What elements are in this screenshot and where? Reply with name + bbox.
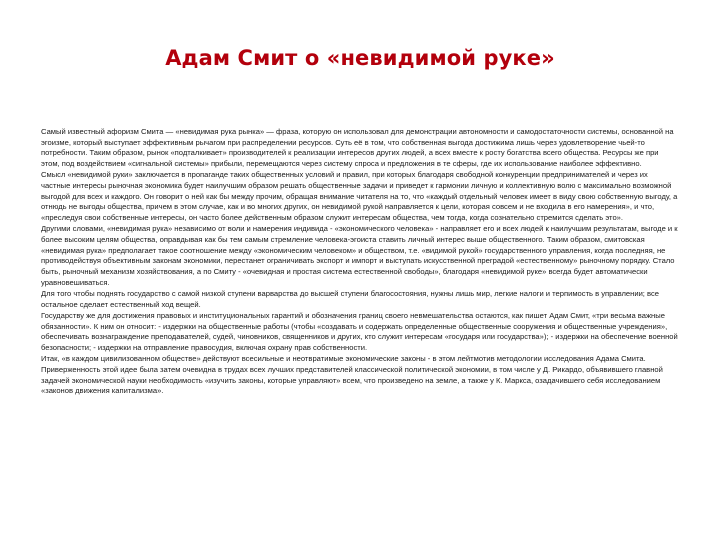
paragraph-1: Самый известный афоризм Смита — «невидимая рука рынка» — фраза, которую он использовал для демонстрации автономности и самодостаточности системы, основанной на эгоизме, который выступает эффективным рычагом при распределении ресурсов. Суть её в том, что собственная выгода достижима лишь через удовлетворение чьей-то потребности. Таким образом, рынок «подталкивает» производителей к реализации интересов других людей, а всех вместе к росту богатства всего общества. Ресурсы же при этом, под воздействием «сигнальной системы» прибыли, перемещаются через систему спроса и предложения в те сферы, где их использование наиболее эффективно. [41, 127, 674, 169]
paragraph-4: Для того чтобы поднять государство с самой низкой ступени варварства до высшей ступени благосостояния, нужны лишь мир, легкие налоги и терпимость в управлении; все остальное сделает естественный ход вещей. [41, 289, 659, 309]
slide-title: Адам Смит о «невидимой руке» [165, 46, 555, 70]
paragraph-6: Итак, «в каждом цивилизованном обществе» действуют всесильные и неотвратимые экономические законы - в этом лейтмотив методологии исследования Адама Смита. Приверженность этой идее была затем очевидна в трудах всех лучших представителей классической политической экономии, в том числе у Д. Рикардо, объявившего главной задачей экономической науки необходимость «изучить законы, которые управляют» всем, что произведено на земле, а также у К. Маркса, озадачившего себя исследованием «законов движения капитализма». [41, 354, 663, 396]
slide-body [41, 127, 679, 398]
paragraph-2: Смысл «невидимой руки» заключается в пропаганде таких общественных условий и правил, при которых благодаря свободной конкуренции предпринимателей и через их частные интересы рыночная экономика будет наилучшим образом решать общественные задачи и приведет к гармонии личную и коллективную волю с максимально возможной выгодой для всех и каждого. Он говорит о ней как бы между прочим, обращая внимание читателя на то, что «каждый отдельный человек имеет в виду свою собственную выгоду, а отнюдь не выгоды общества, причем в этом случае, как и во многих других, он невидимой рукой направляется к цели, которая совсем и не входила в его намерения», и что, «преследуя свои собственные интересы, он часто более действенным образом служит интересам общества, чем тогда, когда сознательно стремится сделать это». [41, 170, 678, 223]
paragraph-3: Другими словами, «невидимая рука» независимо от воли и намерения индивида - «экономического человека» - направляет его и всех людей к наилучшим результатам, выгоде и к более высоким целям общества, оправдывая как бы тем самым стремление человека-эгоиста ставить личный интерес выше общественного. Таким образом, смитовская «невидимая рука» предполагает такое соотношение между «экономическим человеком» и обществом, т.е. «видимой рукой» государственного управления, когда последняя, не противодействуя объективным законам экономики, перестанет ограничивать экспорт и импорт и выступать искусственной преградой «естественному» рыночному порядку. Стало быть, рыночный механизм хозяйствования, а по Смиту - «очевидная и простая система естественной свободы», благодаря «невидимой руке» всегда будет автоматически уравновешиваться. [41, 224, 678, 287]
paragraph-5: Государству же для достижения правовых и институциональных гарантий и обозначения границ своего невмешательства остаются, как пишет Адам Смит, «три весьма важные обязанности». К ним он относит: - издержки на общественные работы (чтобы «создавать и содержать определенные общественные сооружения и общественные учреждения», обеспечивать вознаграждение преподавателей, судей, чиновников, священников и других, кто служит интересам «государя или государства»); - издержки на обеспечение военной безопасности; - издержки на отправление правосудия, включая охрану прав собственности. [41, 310, 678, 353]
